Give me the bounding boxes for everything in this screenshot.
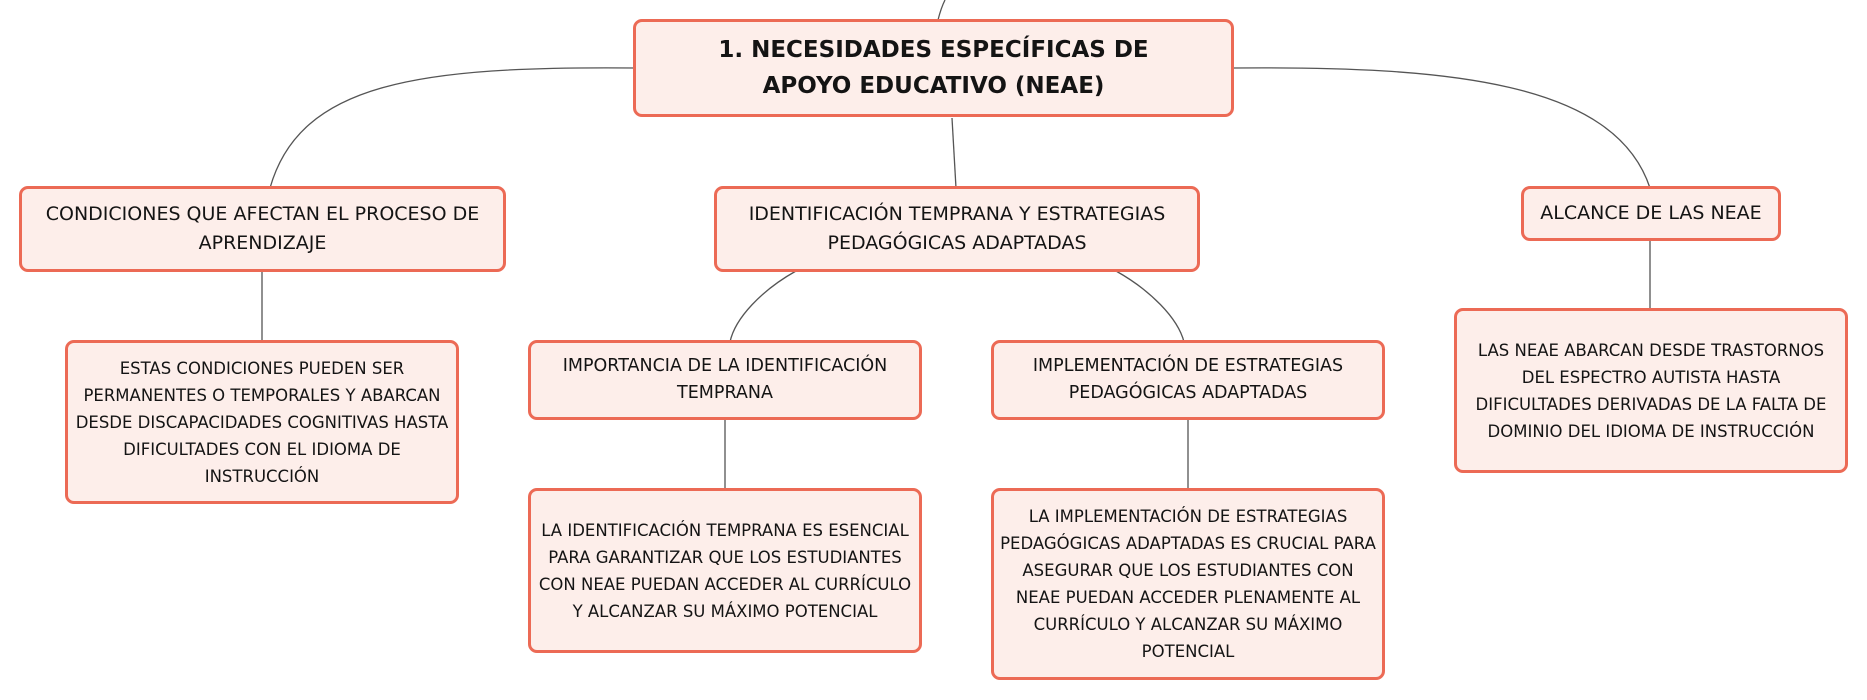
node-alcance-label: ALCANCE DE LAS NEAE (1540, 202, 1762, 224)
node-importancia-label: IMPORTANCIA DE LA IDENTIFICACIÓN TEMPRANA (562, 356, 888, 403)
connector-identificacion-to-implementacion (1116, 271, 1184, 342)
node-implementacion-detail[interactable] (991, 488, 1385, 680)
node-identificacion-temprana-label: IDENTIFICACIÓN TEMPRANA Y ESTRATEGIAS PEDAGÓGICAS ADAPTADAS (748, 203, 1166, 254)
node-importancia-detail-text: LA IDENTIFICACIÓN TEMPRANA ES ESENCIAL PARA GARANTIZAR QUE LOS ESTUDIANTES CON NEAE PUEDAN ACCEDER AL CURRÍCULO Y ALCANZAR SU MÁXIMO POTENCIAL (538, 520, 912, 621)
node-implementacion-detail-text: LA IMPLEMENTACIÓN DE ESTRATEGIAS PEDAGÓGICAS ADAPTADAS ES CRUCIAL PARA ASEGURAR QUE LOS ESTUDIANTES CON NEAE PUEDAN ACCEDER PLENAMENTE AL CURRÍCULO Y ALCANZAR SU MÁXIMO POTENCIAL (1000, 507, 1376, 661)
node-importancia-detail[interactable] (528, 488, 922, 653)
node-importancia[interactable] (528, 340, 922, 420)
node-identificacion-temprana[interactable] (714, 186, 1200, 272)
node-condiciones[interactable] (19, 186, 506, 272)
node-condiciones-detail-text: ESTAS CONDICIONES PUEDEN SER PERMANENTES O TEMPORALES Y ABARCAN DESDE DISCAPACIDADES COGNITIVAS HASTA DIFICULTADES CON EL IDIOMA DE INSTRUCCIÓN (75, 358, 449, 486)
root-node-label: 1. NECESIDADES ESPECÍFICAS DE APOYO EDUCATIVO (NEAE) (718, 37, 1149, 99)
node-alcance[interactable] (1521, 186, 1781, 241)
node-implementacion-label: IMPLEMENTACIÓN DE ESTRATEGIAS PEDAGÓGICAS ADAPTADAS (1032, 356, 1344, 403)
connector-root-to-condiciones (270, 68, 636, 188)
node-condiciones-label: CONDICIONES QUE AFECTAN EL PROCESO DE APRENDIZAJE (45, 203, 480, 254)
connector-to-parent (938, 0, 945, 20)
connector-identificacion-to-importancia (730, 271, 796, 342)
root-node[interactable] (633, 19, 1234, 117)
node-alcance-detail[interactable] (1454, 308, 1848, 473)
node-alcance-detail-text: LAS NEAE ABARCAN DESDE TRASTORNOS DEL ESPECTRO AUTISTA HASTA DIFICULTADES DERIVADAS DE LA FALTA DE DOMINIO DEL IDIOMA DE INSTRUCCIÓN (1475, 340, 1827, 441)
node-condiciones-detail[interactable] (65, 340, 459, 504)
node-implementacion[interactable] (991, 340, 1385, 420)
connector-root-to-alcance (1233, 68, 1650, 188)
connector-root-to-identificacion (952, 118, 956, 188)
